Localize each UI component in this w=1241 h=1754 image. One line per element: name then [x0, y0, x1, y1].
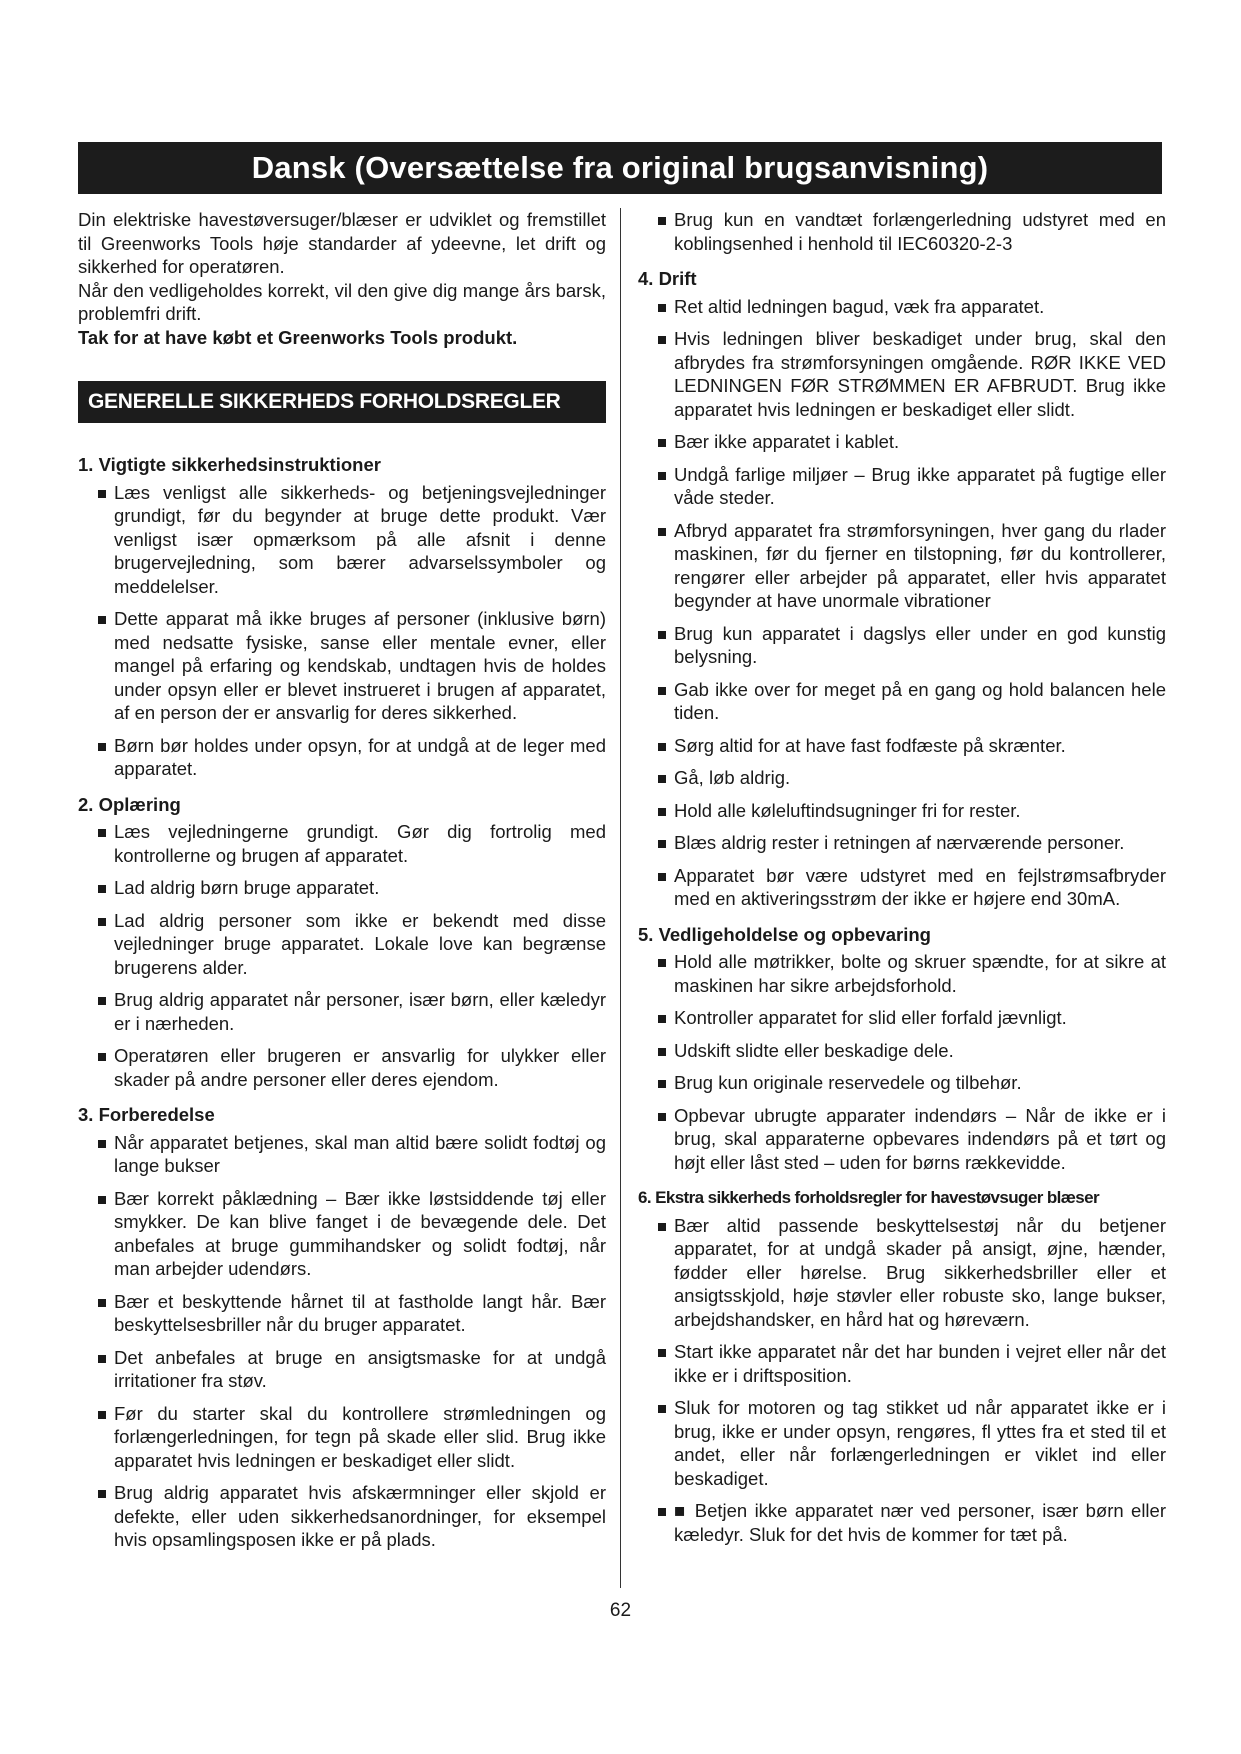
list-item: Operatøren eller brugeren er ansvarlig for ulykker eller skader på andre personer eller deres ejendom. [78, 1044, 606, 1091]
section-6-heading: 6. Ekstra sikkerheds forholdsregler for havestøvsuger blæser [638, 1188, 1099, 1207]
list-item: Lad aldrig børn bruge apparatet. [78, 876, 606, 900]
right-column [638, 208, 1166, 1555]
list-item: Det anbefales at bruge en ansigtsmaske for at undgå irritationer fra støv. [78, 1346, 606, 1393]
section-4-heading: 4. Drift [638, 268, 697, 289]
list-item: Start ikke apparatet når det har bunden i vejret eller når det ikke er i driftsposition. [638, 1340, 1166, 1387]
list-item: Kontroller apparatet for slid eller forfald jævnligt. [638, 1006, 1166, 1030]
list-item: Hold alle møtrikker, bolte og skruer spændte, for at sikre at maskinen har sikre arbejdsforhold. [638, 950, 1166, 997]
list-item: ■ Betjen ikke apparatet nær ved personer, især børn eller kæledyr. Sluk for det hvis de kommer for tæt på. [638, 1499, 1166, 1546]
list-item: Afbryd apparatet fra strømforsyningen, hver gang du rlader maskinen, før du fjerner en tilstopning, før du kontrollerer, rengører eller arbejder på apparatet, eller hvis apparatet begynder at have unormale vibrationer [638, 519, 1166, 613]
list-item: Opbevar ubrugte apparater indendørs – Når de ikke er i brug, skal apparaterne opbevares indendørs på et tørt og højt eller låst sted – uden for børns rækkevidde. [638, 1104, 1166, 1175]
list-item: Brug kun en vandtæt forlængerledning udstyret med en koblingsenhed i henhold til IEC60320-2-3 [638, 208, 1166, 255]
list-item: Bær korrekt påklædning – Bær ikke løstsiddende tøj eller smykker. De kan blive fanget i de bevægende dele. Det anbefales at bruge gummihandsker og solidt fodtøj, når man arbejder udendørs. [78, 1187, 606, 1281]
general-safety-heading: GENERELLE SIKKERHEDS FORHOLDSREGLER [78, 381, 606, 423]
list-item: Sørg altid for at have fast fodfæste på skrænter. [638, 734, 1166, 758]
page-title: Dansk (Oversættelse fra original brugsanvisning) [78, 142, 1162, 194]
section-5-heading: 5. Vedligeholdelse og opbevaring [638, 923, 931, 945]
column-divider [620, 208, 621, 1588]
section-3-heading: 3. Forberedelse [78, 1104, 215, 1125]
list-item: Dette apparat må ikke bruges af personer (inklusive børn) med nedsatte fysiske, sanse eller mentale evner, eller mangel på erfaring og kendskab, undtagen hvis de holdes under opsyn eller er blevet instrueret i brugen af apparatet, af en person der er ansvarlig for deres sikkerhed. [78, 607, 606, 725]
list-item: Bær ikke apparatet i kablet. [638, 430, 1166, 454]
intro-paragraph-2: Når den vedligeholdes korrekt, vil den give dig mange års barsk, problemfri drift. [78, 279, 606, 324]
list-item: Sluk for motoren og tag stikket ud når apparatet ikke er i brug, ikke er under opsyn, rengøres, fl yttes fra et sted til et andet, eller når forlængerledningen er viklet ind eller beskadiget. [638, 1396, 1166, 1490]
list-item: Apparatet bør være udstyret med en fejlstrømsafbryder med en aktiveringsstrøm der ikke er højere end 30mA. [638, 864, 1166, 911]
page-number: 62 [609, 1600, 632, 1621]
section-4-list [638, 295, 1166, 911]
intro-thanks: Tak for at have købt et Greenworks Tools produkt. [78, 326, 518, 348]
section-3-list [78, 1131, 606, 1552]
section-2-list [78, 820, 606, 1091]
list-item: Hold alle køleluftindsugninger fri for rester. [638, 799, 1166, 823]
list-item: Lad aldrig personer som ikke er bekendt med disse vejledninger bruge apparatet. Lokale love kan begrænse brugerens alder. [78, 909, 606, 980]
section-5-list [638, 950, 1166, 1174]
list-item: Bær altid passende beskyttelsestøj når du betjener apparatet, for at undgå skader på ansigt, øjne, hænder, fødder eller hørelse. Brug sikkerhedsbriller eller et ansigtsskjold, høje støvler eller robuste sko, lange bukser, arbejdshandsker, en hård hat og høreværn. [638, 1214, 1166, 1332]
list-item: Når apparatet betjenes, skal man altid bære solidt fodtøj og lange bukser [78, 1131, 606, 1178]
list-item: Brug aldrig apparatet når personer, især børn, eller kæledyr er i nærheden. [78, 988, 606, 1035]
list-item: Brug kun apparatet i dagslys eller under en god kunstig belysning. [638, 622, 1166, 669]
list-item: Undgå farlige miljøer – Brug ikke apparatet på fugtige eller våde steder. [638, 463, 1166, 510]
list-item: Brug kun originale reservedele og tilbehør. [638, 1071, 1166, 1095]
intro-paragraph-1: Din elektriske havestøversuger/blæser er udviklet og fremstillet til Greenworks Tools høje standarder af ydeevne, let drift og sikkerhed for operatøren. [78, 209, 606, 277]
list-item: Udskift slidte eller beskadige dele. [638, 1039, 1166, 1063]
section-2-heading: 2. Oplæring [78, 793, 181, 815]
left-column [78, 208, 606, 1561]
list-item: Læs vejledningerne grundigt. Gør dig fortrolig med kontrollerne og brugen af apparatet. [78, 820, 606, 867]
list-item: Ret altid ledningen bagud, væk fra apparatet. [638, 295, 1166, 319]
section-1-list [78, 481, 606, 781]
list-item: Brug aldrig apparatet hvis afskærmninger eller skjold er defekte, eller uden sikkerhedsanordninger, for eksempel hvis opsamlingsposen ikke er på plads. [78, 1481, 606, 1552]
list-item: Gab ikke over for meget på en gang og hold balancen hele tiden. [638, 678, 1166, 725]
section-6-list [638, 1214, 1166, 1547]
section-3-continued-list [638, 208, 1166, 255]
list-item: Før du starter skal du kontrollere strømledningen og forlængerledningen, for tegn på skade eller slid. Brug ikke apparatet hvis ledningen er beskadiget eller slidt. [78, 1402, 606, 1473]
list-item: Hvis ledningen bliver beskadiget under brug, skal den afbrydes fra strømforsyningen omgående. RØR IKKE VED LEDNINGEN FØR STRØMMEN ER AFBRUDT. Brug ikke apparatet hvis ledningen er beskadiget eller slidt. [638, 327, 1166, 421]
list-item: Læs venligst alle sikkerheds- og betjeningsvejledninger grundigt, før du begynder at bruge dette produkt. Vær venligst især opmærksom på alle afsnit i denne brugervejledning, som bærer advarselssymboler og meddelelser. [78, 481, 606, 599]
list-item: Børn bør holdes under opsyn, for at undgå at de leger med apparatet. [78, 734, 606, 781]
section-1-heading: 1. Vigtigte sikkerhedsinstruktioner [78, 454, 381, 475]
list-item: Blæs aldrig rester i retningen af nærværende personer. [638, 831, 1166, 855]
list-item: Bær et beskyttende hårnet til at fastholde langt hår. Bær beskyttelsesbriller når du bruger apparatet. [78, 1290, 606, 1337]
list-item: Gå, løb aldrig. [638, 766, 1166, 790]
